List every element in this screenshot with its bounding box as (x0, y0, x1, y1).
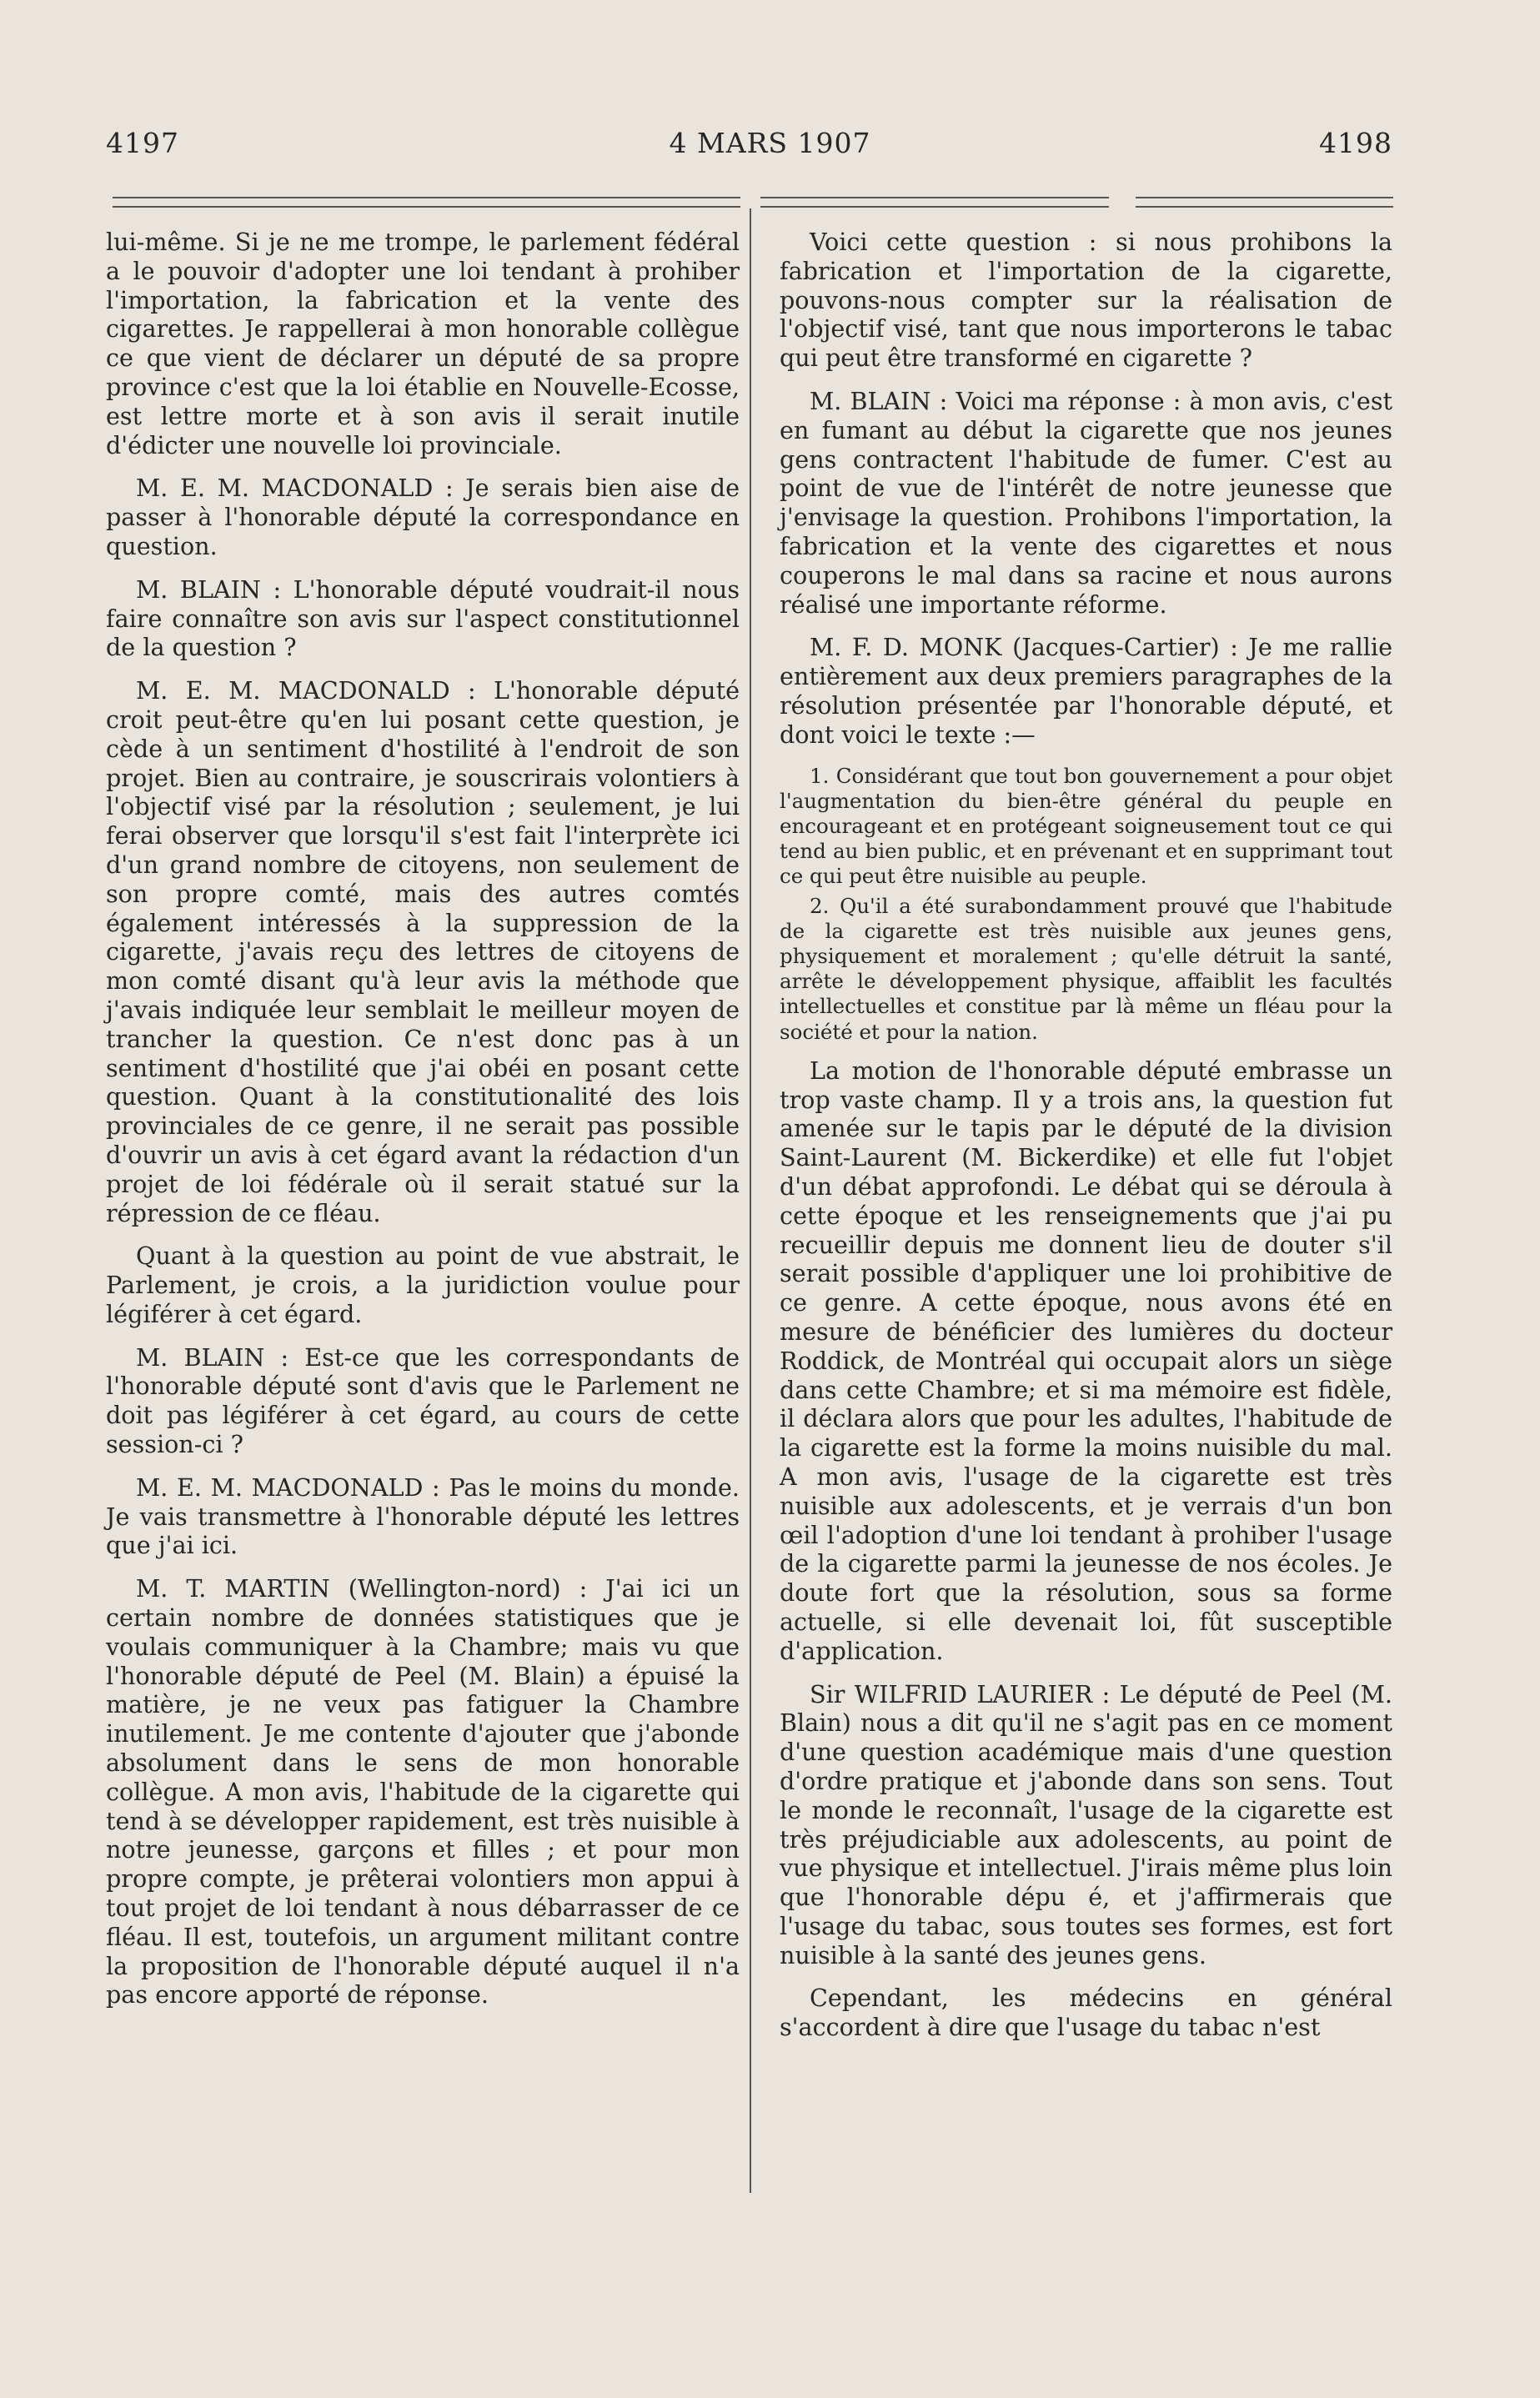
resolution-quote: 2. Qu'il a été surabondamment prouvé que l'habitude de la cigarette est très nuisible aux jeunes gens, physiquement et moralement ; qu'elle détruit la santé, arrête le développement physique, affaiblit les facultés intellectuelles et constitue par là même un fléau pour la société et pour la nation. (780, 893, 1392, 1044)
paragraph: M. BLAIN : Est-ce que les correspondants de l'honorable député sont d'avis que le Parlement ne doit pas légiférer à cet égard, au cours de cette session-ci ? (106, 1342, 740, 1459)
paragraph: Cependant, les médecins en général s'accordent à dire que l'usage du tabac n'est (780, 1984, 1392, 2042)
paragraph: Quant à la question au point de vue abstrait, le Parlement, je crois, a la juridiction voulue pour légiférer à cet égard. (106, 1242, 740, 1328)
right-column (780, 228, 1392, 2056)
paragraph: M. E. M. MACDONALD : L'honorable député croit peut-être qu'en lui posant cette question, je cède à un sentiment d'hostilité à l'endroit de son projet. Bien au contraire, je souscrirais volontiers à l'objectif visé par la résolution ; seulement, je lui ferai observer que lorsqu'il s'est fait l'interprète ici d'un grand nombre de citoyens, non seulement de son propre comté, mais des autres comtés également intéressés à la suppression de la cigarette, j'avais reçu des lettres de citoyens de mon comté disant qu'à leur avis la méthode que j'avais indiquée leur semblait le meilleur moyen de trancher la question. Ce n'est donc pas à un sentiment d'hostilité que j'ai obéi en posant cette question. Quant à la constitutionalité des lois provinciales de ce genre, il ne serait pas possible d'ouvrir un avis à cet égard avant la rédaction d'un projet de loi fédérale où il serait statué sur la répression de ce fléau. (106, 676, 740, 1227)
paragraph: M. T. MARTIN (Wellington-nord) : J'ai ici un certain nombre de données statistiques que je voulais communiquer à la Chambre; mais vu que l'honorable député de Peel (M. Blain) a épuisé la matière, je ne veux pas fatiguer la Chambre inutilement. Je me contente d'ajouter que j'abonde absolument dans le sens de mon honorable collègue. A mon avis, l'habitude de la cigarette qui tend à se développer rapidement, est très nuisible à notre jeunesse, garçons et filles ; et pour mon propre compte, je prêterai volontiers mon appui à tout projet de loi tendant à nous débarrasser de ce fléau. Il est, toutefois, un argument militant contre la proposition de l'honorable député auquel il n'a pas encore apporté de réponse. (106, 1574, 740, 2009)
paragraph: La motion de l'honorable député embrasse un trop vaste champ. Il y a trois ans, la question fut amenée sur le tapis par le député de la division Saint-Laurent (M. Bickerdike) et elle fut l'objet d'un débat approfondi. Le débat qui se déroula à cette époque et les renseignements que j'ai pu recueillir depuis me donnent lieu de douter s'il serait possible d'appliquer une loi prohibitive de ce genre. A cette époque, nous avons été en mesure de bénéficier des lumières du docteur Roddick, de Montréal qui occupait alors un siège dans cette Chambre; et si ma mémoire est fidèle, il déclara alors que pour les adultes, l'habitude de la cigarette est la forme la moins nuisible du mal. A mon avis, l'usage de la cigarette est très nuisible aux adolescents, et je verrais d'un bon œil l'adoption d'une loi tendant à prohiber l'usage de la cigarette parmi la jeunesse de nos écoles. Je doute fort que la résolution, sous sa forme actuelle, si elle devenait loi, fût susceptible d'application. (780, 1056, 1392, 1665)
left-column (106, 228, 740, 2024)
page-date: 4 MARS 1907 (669, 127, 871, 159)
left-page-number: 4197 (106, 127, 179, 159)
paragraph: M. BLAIN : L'honorable député voudrait-il nous faire connaître son avis sur l'aspect constitutionnel de la question ? (106, 574, 740, 662)
paragraph: M. BLAIN : Voici ma réponse : à mon avis, c'est en fumant au début la cigarette que nos jeunes gens contractent l'habitude de fumer. C'est au point de vue de l'intérêt de notre jeunesse que j'envisage la question. Prohibons l'importation, la fabrication et la vente des cigarettes et nous couperons le mal dans sa racine et nous aurons réalisé une importante réforme. (780, 386, 1392, 619)
header-rule-center (760, 197, 1109, 208)
paragraph: Sir WILFRID LAURIER : Le député de Peel (M. Blain) nous a dit qu'il ne s'agit pas en ce moment d'une question académique mais d'une question d'ordre pratique et j'abonde dans son sens. Tout le monde le reconnaît, l'usage de la cigarette est très préjudiciable aux adolescents, au point de vue physique et intellectuel. J'irais même plus loin que l'honorable dépu é, et j'affirmerais que l'usage du tabac, sous toutes ses formes, est fort nuisible à la santé des jeunes gens. (780, 1679, 1392, 1969)
column-divider (750, 208, 751, 2193)
paragraph: M. F. D. MONK (Jacques-Cartier) : Je me rallie entièrement aux deux premiers paragraphes de la résolution présentée par l'honorable député, et dont voici le texte :— (780, 633, 1392, 749)
right-page-number: 4198 (1319, 127, 1392, 159)
header-rule-left (113, 197, 740, 208)
paragraph: Voici cette question : si nous prohibons la fabrication et l'importation de la cigarette, pouvons-nous compter sur la réalisation de l'objectif visé, tant que nous importerons le tabac qui peut être transformé en cigarette ? (780, 228, 1392, 373)
paragraph: M. E. M. MACDONALD : Je serais bien aise de passer à l'honorable député la correspondance en question. (106, 474, 740, 560)
header-rule-right (1136, 197, 1393, 208)
paragraph-continuation: lui-même. Si je ne me trompe, le parlement fédéral a le pouvoir d'adopter une loi tendant à prohiber l'importation, la fabrication et la vente des cigarettes. Je rappellerai à mon honorable collègue ce que vient de déclarer un député de sa propre province c'est que la loi établie en Nouvelle-Ecosse, est lettre morte et à son avis il serait inutile d'édicter une nouvelle loi provinciale. (106, 228, 740, 459)
resolution-quote: 1. Considérant que tout bon gouvernement a pour objet l'augmentation du bien-être général du peuple en encourageant et en protégeant soigneusement tout ce qui tend au bien public, et en prévenant et en supprimant tout ce qui peut être nuisible au peuple. (780, 763, 1392, 889)
paragraph: M. E. M. MACDONALD : Pas le moins du monde. Je vais transmettre à l'honorable député les lettres que j'ai ici. (106, 1472, 740, 1560)
